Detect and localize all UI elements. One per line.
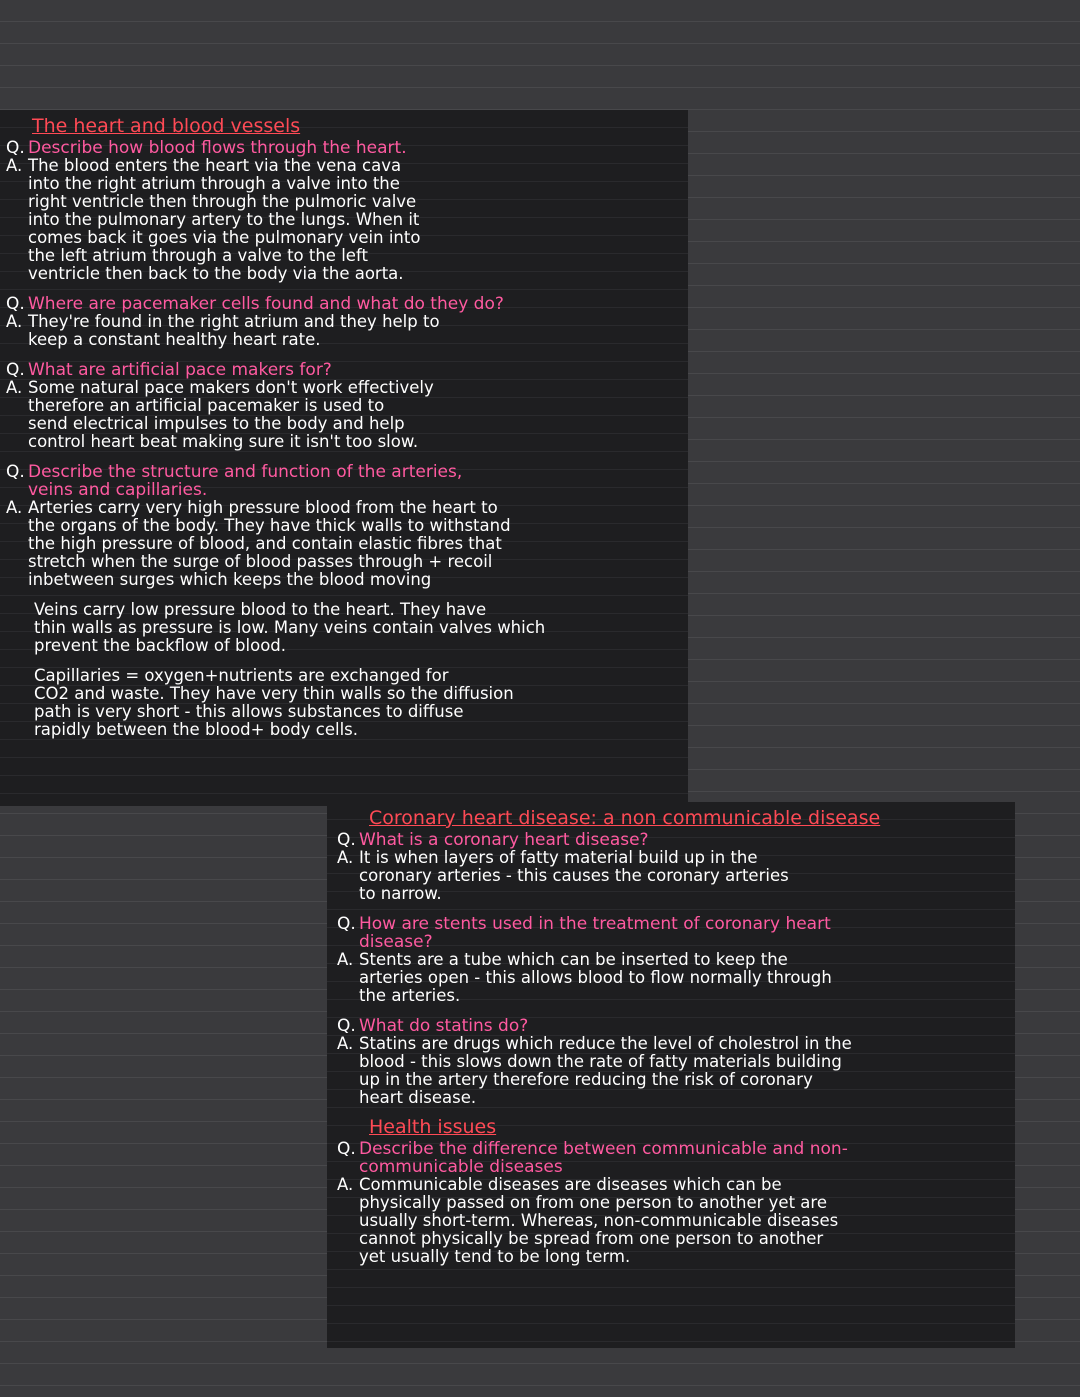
qa-stents: [337, 915, 1005, 1005]
answer-line: the arteries.: [359, 986, 461, 1005]
paragraph-line: thin walls as pressure is low. Many veins contain valves which: [34, 618, 546, 637]
answer-line: ventricle then back to the body via the aorta.: [28, 264, 404, 283]
answer: [337, 1176, 1005, 1266]
answer-line: blood - this slows down the rate of fatty materials building: [359, 1052, 842, 1071]
answer-mark: A.: [6, 498, 23, 517]
answer-lines: [359, 1176, 838, 1266]
answer-line: into the right atrium through a valve into the: [28, 174, 400, 193]
question-mark: Q.: [337, 914, 356, 934]
qa-statins: [337, 1017, 1005, 1107]
question: [337, 915, 1005, 951]
answer-line: therefore an artificial pacemaker is used to: [28, 396, 385, 415]
answer-line: keep a constant healthy heart rate.: [28, 330, 321, 349]
qa-blood-vessels: [6, 463, 678, 589]
answer-line: send electrical impulses to the body and help: [28, 414, 405, 433]
answer-lines: [28, 379, 434, 451]
qa-coronary-heart-disease: [337, 831, 1005, 903]
answer-line: usually short-term. Whereas, non-communicable diseases: [359, 1211, 839, 1230]
answer-line: into the pulmonary artery to the lungs. When it: [28, 210, 420, 229]
question-lines: [28, 463, 462, 499]
answer-mark: A.: [6, 312, 23, 331]
question-text: Describe how blood flows through the heart.: [28, 138, 407, 158]
question: [337, 831, 1005, 849]
answer-line: right ventricle then through the pulmoric valve: [28, 192, 417, 211]
question-mark: Q.: [337, 1139, 356, 1159]
answer-line: Communicable diseases are diseases which can be: [359, 1175, 782, 1194]
question-text: What do statins do?: [359, 1016, 529, 1036]
answer-line: arteries open - this allows blood to flow normally through: [359, 968, 832, 987]
paragraph-line: prevent the backflow of blood.: [34, 636, 287, 655]
answer-lines: [28, 313, 440, 349]
answer-mark: A.: [6, 156, 23, 175]
question: [337, 1017, 1005, 1035]
answer-line: coronary arteries - this causes the coronary arteries: [359, 866, 789, 885]
answer-line: comes back it goes via the pulmonary vein into: [28, 228, 421, 247]
question-lines: [359, 915, 831, 951]
answer-line: Arteries carry very high pressure blood from the heart to: [28, 498, 498, 517]
answer: [337, 951, 1005, 1005]
question: [337, 1140, 1005, 1176]
question-mark: Q.: [6, 360, 25, 380]
qa-artificial-pacemakers: [6, 361, 678, 451]
question: [6, 361, 678, 379]
answer-mark: A.: [337, 950, 354, 969]
question-mark: Q.: [337, 830, 356, 850]
question-text: Where are pacemaker cells found and what do they do?: [28, 294, 504, 314]
answer-line: the organs of the body. They have thick walls to withstand: [28, 516, 511, 535]
answer-lines: [359, 849, 789, 903]
section-title-health-issues: Health issues: [369, 1116, 497, 1138]
answer-lines: [359, 1035, 852, 1107]
qa-pacemaker-cells: [6, 295, 678, 349]
answer-line: to narrow.: [359, 884, 442, 903]
answer: [6, 379, 678, 451]
answer-line: physically passed on from one person to another yet are: [359, 1193, 827, 1212]
answer-line: Statins are drugs which reduce the level of cholestrol in the: [359, 1034, 852, 1053]
answer-line: They're found in the right atrium and they help to: [28, 312, 440, 331]
paragraph-line: Capillaries = oxygen+nutrients are exchanged for: [34, 666, 449, 685]
answer-mark: A.: [337, 1034, 354, 1053]
veins-paragraph: [34, 601, 678, 655]
answer-line: Some natural pace makers don't work effectively: [28, 378, 434, 397]
question-mark: Q.: [6, 462, 25, 482]
answer-lines: [28, 499, 511, 589]
answer-mark: A.: [337, 848, 354, 867]
question-mark: Q.: [337, 1016, 356, 1036]
answer: [6, 157, 678, 283]
page-title: Coronary heart disease: a non communicable disease: [369, 807, 881, 829]
question-text: Describe the structure and function of the arteries,: [28, 462, 463, 482]
qa-blood-flow: [6, 139, 678, 283]
answer-mark: A.: [6, 378, 23, 397]
answer-line: cannot physically be spread from one person to another: [359, 1229, 824, 1248]
question-text: What is a coronary heart disease?: [359, 830, 649, 850]
question-text: disease?: [359, 932, 433, 952]
answer: [337, 849, 1005, 903]
paragraph-line: CO2 and waste. They have very thin walls so the diffusion: [34, 684, 514, 703]
question-text: How are stents used in the treatment of coronary heart: [359, 914, 831, 934]
question-text: communicable diseases: [359, 1157, 563, 1177]
answer-line: Stents are a tube which can be inserted to keep the: [359, 950, 788, 969]
qa-communicable-diseases: [337, 1140, 1005, 1266]
paragraph-line: rapidly between the blood+ body cells.: [34, 720, 359, 739]
answer: [6, 313, 678, 349]
paragraph-line: path is very short - this allows substances to diffuse: [34, 702, 464, 721]
answer-line: yet usually tend to be long term.: [359, 1247, 631, 1266]
answer: [337, 1035, 1005, 1107]
question-lines: [359, 1140, 848, 1176]
question: [6, 463, 678, 499]
answer-line: the high pressure of blood, and contain elastic fibres that: [28, 534, 502, 553]
answer-line: It is when layers of fatty material build up in the: [359, 848, 758, 867]
answer-line: control heart beat making sure it isn't too slow.: [28, 432, 419, 451]
answer-line: The blood enters the heart via the vena cava: [28, 156, 402, 175]
answer: [6, 499, 678, 589]
question-text: What are artificial pace makers for?: [28, 360, 332, 380]
question-text: Describe the difference between communicable and non-: [359, 1139, 848, 1159]
answer-lines: [359, 951, 832, 1005]
answer-lines: [28, 157, 420, 283]
question-text: veins and capillaries.: [28, 480, 208, 500]
answer-line: stretch when the surge of blood passes through + recoil: [28, 552, 493, 571]
paragraph-line: Veins carry low pressure blood to the heart. They have: [34, 600, 487, 619]
capillaries-paragraph: [34, 667, 678, 739]
answer-line: heart disease.: [359, 1088, 477, 1107]
question: [6, 139, 678, 157]
page-title: The heart and blood vessels: [32, 115, 301, 137]
answer-line: inbetween surges which keeps the blood moving: [28, 570, 432, 589]
question-mark: Q.: [6, 138, 25, 158]
question-mark: Q.: [6, 294, 25, 314]
notes-page-heart-and-blood-vessels: [0, 110, 688, 806]
answer-line: the left atrium through a valve to the left: [28, 246, 368, 265]
answer-mark: A.: [337, 1175, 354, 1194]
notes-page-coronary-heart-disease: [327, 802, 1015, 1348]
question: [6, 295, 678, 313]
answer-line: up in the artery therefore reducing the risk of coronary: [359, 1070, 813, 1089]
